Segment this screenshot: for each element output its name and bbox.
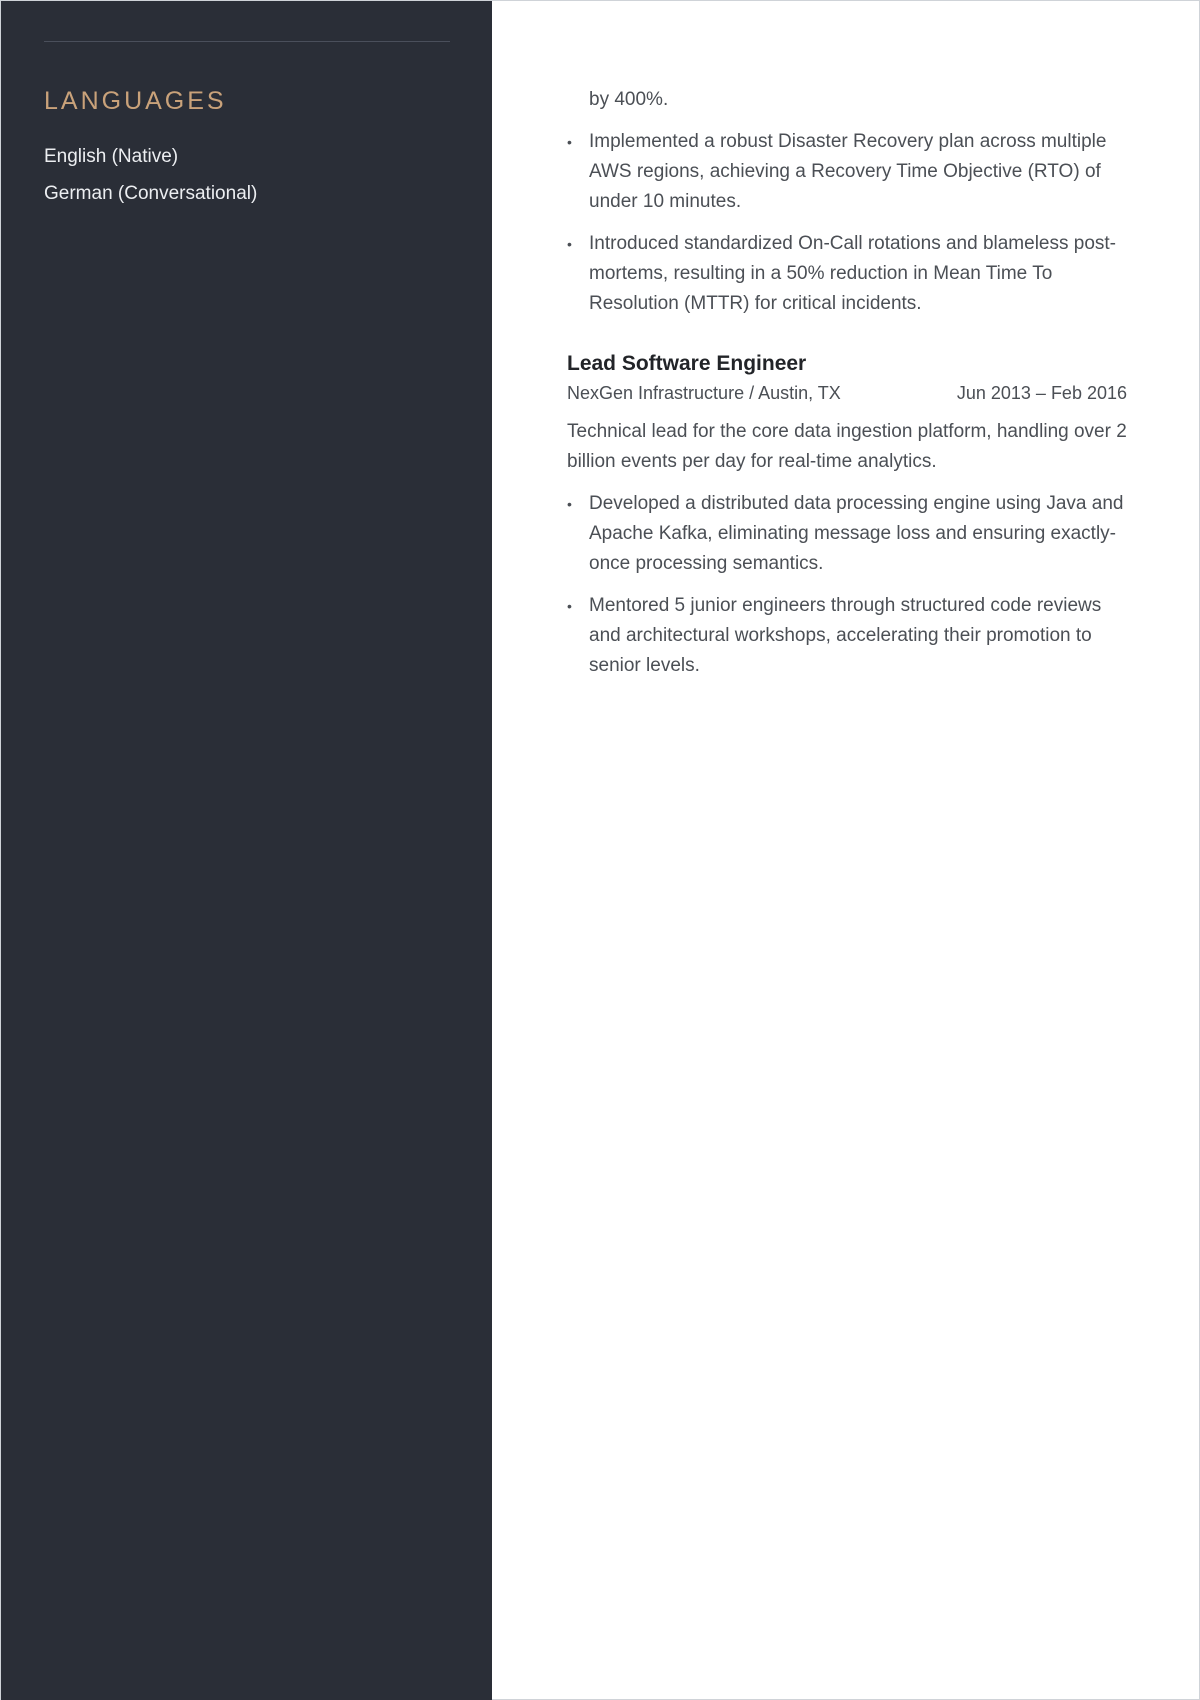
continued-bullet-text: by 400%. (589, 89, 669, 110)
previous-job-bullets (567, 127, 1127, 319)
list-item (567, 127, 1127, 217)
bullet-text: Introduced standardized On-Call rotations and blameless post-mortems, resulting in a 50% reduction in Mean Time To Resolution (MTTR) for critical incidents. (589, 233, 1117, 314)
bullet-text: Mentored 5 junior engineers through structured code reviews and architectural workshops, accelerating their promotion to senior levels. (589, 595, 1102, 676)
main-content (567, 85, 1127, 693)
sidebar-divider (44, 41, 450, 42)
language-item: English (Native) (44, 146, 179, 167)
languages-heading: LANGUAGES (44, 87, 227, 115)
job-bullets (567, 489, 1127, 681)
list-item (567, 591, 1127, 681)
sidebar (1, 1, 492, 1700)
job-entry (567, 349, 1127, 681)
list-item (567, 229, 1127, 319)
language-item: German (Conversational) (44, 183, 258, 204)
bullet-icon: • (567, 236, 572, 252)
bullet-icon: • (567, 496, 572, 512)
company-location: NexGen Infrastructure / Austin, TX (567, 383, 841, 403)
bullet-icon: • (567, 598, 572, 614)
bullet-icon: • (567, 134, 572, 150)
bullet-text: Implemented a robust Disaster Recovery plan across multiple AWS regions, achieving a Recovery Time Objective (RTO) of under 10 minutes. (589, 131, 1107, 212)
job-dates: Jun 2013 – Feb 2016 (956, 383, 1127, 403)
job-meta (567, 379, 1127, 407)
languages-list (44, 138, 257, 212)
bullet-text: Developed a distributed data processing engine using Java and Apache Kafka, eliminating message loss and ensuring exactly-once processing semantics. (589, 493, 1124, 574)
job-summary: Technical lead for the core data ingestion platform, handling over 2 billion events per day for real-time analytics. (567, 421, 1127, 472)
job-title: Lead Software Engineer (567, 352, 807, 375)
list-item (567, 489, 1127, 579)
